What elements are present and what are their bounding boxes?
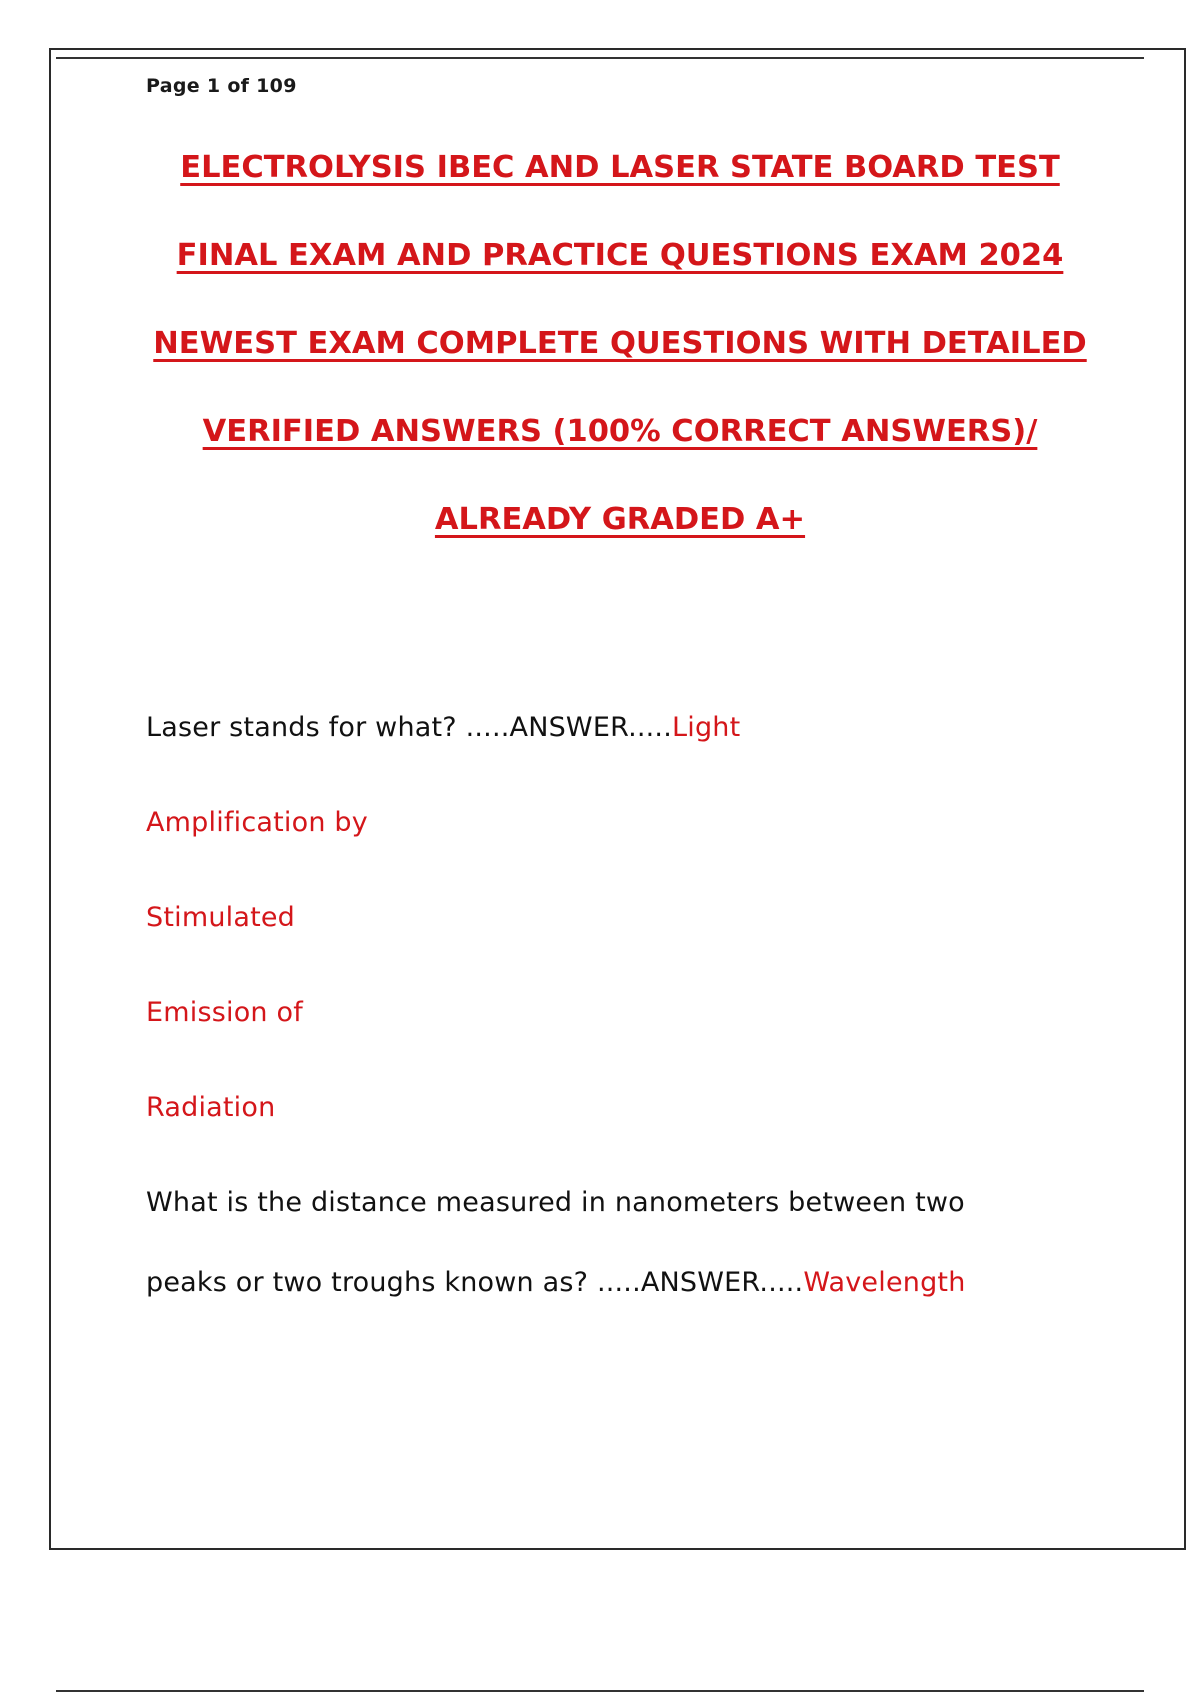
page-total: 109	[256, 75, 297, 97]
page-current: 1	[206, 75, 221, 97]
answer-line-4: Emission of	[146, 997, 303, 1028]
question-text: peaks or two troughs known as?	[146, 1267, 597, 1298]
title-line-4: VERIFIED ANSWERS (100% CORRECT ANSWERS)/	[202, 414, 1038, 449]
answer-marker: .....ANSWER.....	[465, 712, 672, 743]
page-of-label: of	[227, 75, 250, 97]
answer-line-5: Radiation	[146, 1092, 276, 1123]
title-line-5: ALREADY GRADED A+	[434, 502, 806, 537]
bottom-rule	[56, 1690, 1144, 1692]
question-text: Laser stands for what?	[146, 712, 466, 743]
page-label: Page	[146, 75, 200, 97]
question-line-2	[146, 1255, 1126, 1335]
answer-line-2: Amplification by	[146, 807, 368, 838]
answer-text: Light	[672, 712, 741, 743]
page-counter	[146, 75, 297, 97]
qa-item-1	[146, 700, 1126, 1175]
title-line-1: ELECTROLYSIS IBEC AND LASER STATE BOARD TEST	[180, 150, 1060, 185]
qa-list	[146, 700, 1126, 1335]
answer-text: Wavelength	[803, 1267, 966, 1298]
question-line	[146, 700, 1126, 795]
title-line-3: NEWEST EXAM COMPLETE QUESTIONS WITH DETAILED	[153, 326, 1087, 361]
title-line-2: FINAL EXAM AND PRACTICE QUESTIONS EXAM 2024	[176, 238, 1064, 273]
document-title	[100, 140, 1140, 580]
answer-marker: .....ANSWER.....	[596, 1267, 804, 1298]
answer-line-3: Stimulated	[146, 902, 296, 933]
qa-item-2	[146, 1175, 1126, 1335]
question-line-1: What is the distance measured in nanometers between two	[146, 1187, 965, 1218]
